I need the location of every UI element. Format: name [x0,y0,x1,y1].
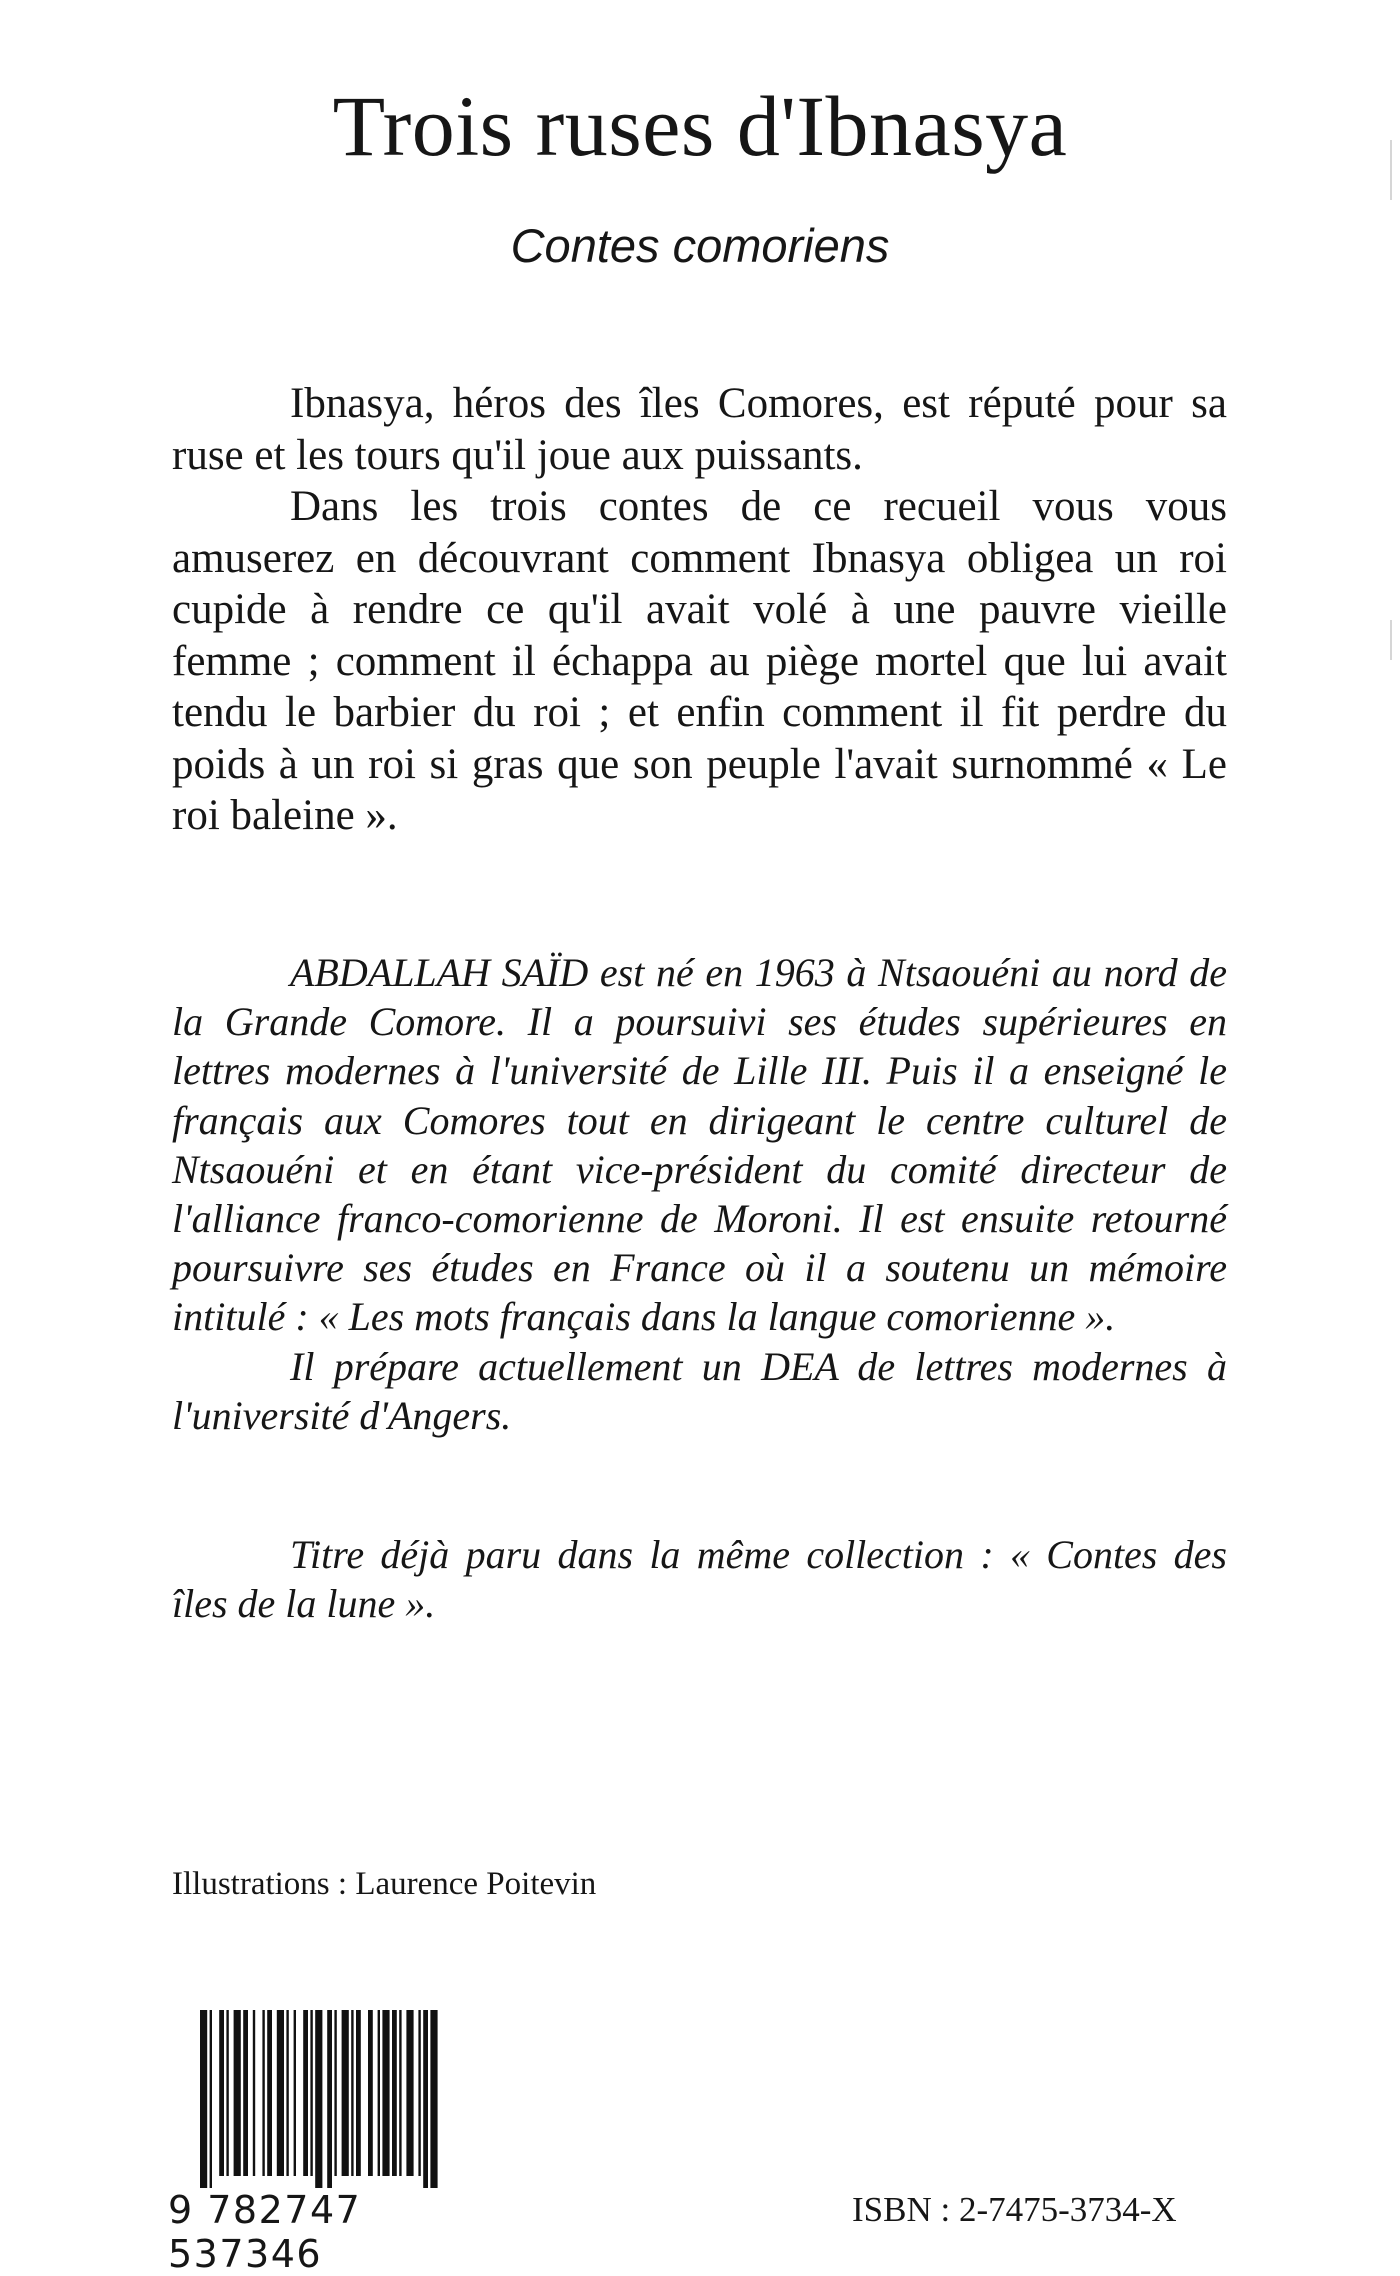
barcode-bar [430,2010,437,2188]
barcode-bar [303,2010,308,2176]
barcode-bar [262,2010,264,2176]
isbn-number: ISBN : 2-7475-3734-X [852,2190,1177,2229]
barcode [198,2010,484,2188]
barcode-bar [334,2010,336,2176]
barcode-bar [267,2010,272,2176]
barcode-bar [418,2010,420,2176]
barcode-bar [368,2010,373,2176]
barcode-digits: 9 782747 537346 [168,2188,362,2276]
barcode-bar [243,2010,248,2176]
barcode-bar [234,2010,241,2176]
barcode-bar [423,2010,428,2188]
barcode-bar [226,2010,228,2176]
author-bio [172,948,1227,1440]
barcode-bar [210,2010,212,2188]
barcode-bar [399,2010,401,2176]
scan-edge-mark [1390,620,1392,660]
barcode-bar [277,2010,284,2176]
barcode-bar [378,2010,380,2176]
bio-paragraph: ABDALLAH SAÏD est né en 1963 à Ntsaouéni au nord de la Grande Comore. Il a poursuivi ses études supérieures en lettres modernes à l'université de Lille III. Puis il a enseigné le français aux Comores tout en dirigeant le centre culturel de Ntsaouéni et en étant vice-président du comité directeur de l'alliance franco-comorienne de Moroni. Il est ensuite retourné poursuivre ses études en France où il a soutenu un mémoire intitulé : « Les mots français dans la langue comorienne ». [172,950,1227,1340]
book-subtitle: Contes comoriens [510,219,890,272]
barcode-bar [200,2010,207,2188]
barcode-bar [351,2010,353,2176]
collection-note [172,1530,1227,1628]
collection-paragraph: Titre déjà paru dans la même collection : « Contes des îles de la lune ». [172,1532,1227,1627]
barcode-bar [356,2010,361,2176]
barcode-bar [286,2010,288,2176]
barcode-bar [294,2010,296,2176]
barcode-bar [219,2010,224,2176]
book-title: Trois ruses d'Ibnasya [332,78,1068,174]
barcode-bar [392,2010,397,2176]
bio-paragraph: Il prépare actuellement un DEA de lettres modernes à l'université d'Angers. [172,1343,1227,1438]
barcode-bar [315,2010,322,2188]
barcode-bar [327,2010,332,2188]
summary-paragraph: Dans les trois contes de ce recueil vous vous amuserez en découvrant comment Ibnasya obligea un roi cupide à rendre ce qu'il avait volé à une pauvre vieille femme ; comment il échappa au piège mortel que lui avait tendu le barbier du roi ; et enfin comment il fit perdre du poids à un roi si gras que son peuple l'avait surnommé « Le roi baleine ». [172,483,1227,839]
illustrations-credit: Illustrations : Laurence Poitevin [172,1866,597,1902]
summary-paragraph: Ibnasya, héros des îles Comores, est réputé pour sa ruse et les tours qu'il joue aux puissants. [172,380,1227,479]
summary-text [172,378,1227,842]
barcode-bar [310,2010,312,2176]
scan-edge-mark [1390,140,1392,200]
barcode-bar [342,2010,349,2176]
barcode-bar [406,2010,413,2176]
barcode-bar [253,2010,255,2176]
barcode-bar [382,2010,389,2176]
